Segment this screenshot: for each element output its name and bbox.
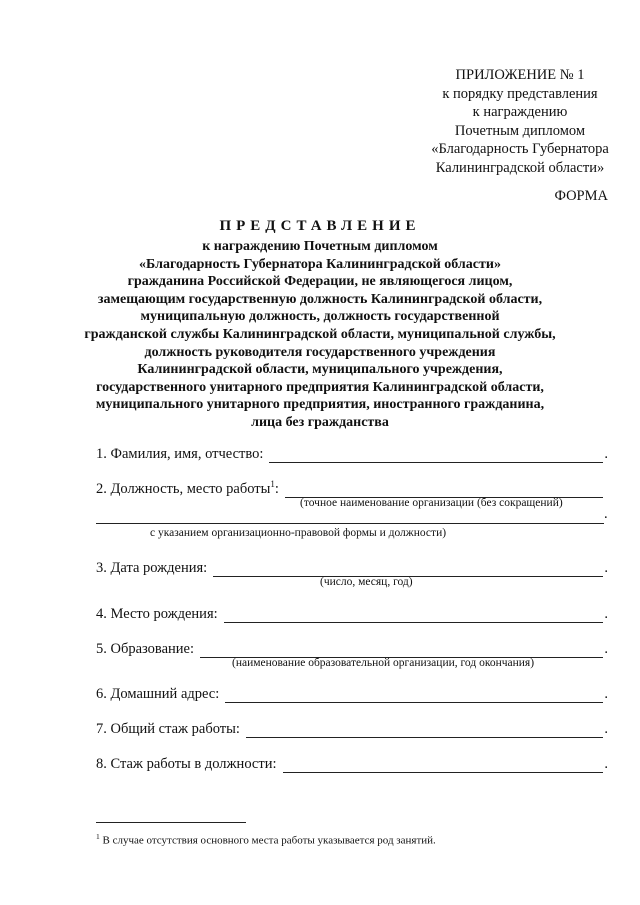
- field-position-experience: [96, 753, 608, 773]
- period: .: [604, 506, 608, 522]
- position-input-line[interactable]: [285, 483, 604, 498]
- footnote: [96, 832, 436, 847]
- field-position-label: [96, 479, 279, 498]
- full-name-input-line[interactable]: [269, 448, 603, 463]
- appendix-header: [420, 66, 620, 177]
- subtitle-line: Калининградской области, муниципального учреждения,: [137, 362, 503, 378]
- field-full-name: [96, 443, 608, 463]
- field-birth-date-label: 3. Дата рождения:: [96, 560, 208, 576]
- education-input-line[interactable]: [200, 643, 603, 658]
- period: .: [604, 686, 608, 702]
- field-education-label: 5. Образование:: [96, 641, 195, 657]
- period: .: [604, 721, 608, 737]
- appendix-line: к награждению: [472, 104, 568, 120]
- position-input-line-2[interactable]: [96, 509, 604, 524]
- footnote-ref: 1: [270, 479, 275, 490]
- appendix-line: ПРИЛОЖЕНИЕ № 1: [455, 67, 585, 83]
- period: .: [604, 606, 608, 622]
- document-title: ПРЕДСТАВЛЕНИЕ: [219, 218, 421, 234]
- field-position-experience-label: 8. Стаж работы в должности:: [96, 756, 277, 772]
- home-address-input-line[interactable]: [225, 688, 603, 703]
- field-total-experience: [96, 718, 608, 738]
- field-total-experience-label: 7. Общий стаж работы:: [96, 721, 240, 737]
- period: .: [604, 641, 608, 657]
- subtitle-line: государственного унитарного предприятия Калининградской области,: [96, 379, 544, 395]
- field-birth-place: [96, 603, 608, 623]
- subtitle-line: должность руководителя государственного учреждения: [144, 344, 496, 360]
- appendix-line: к порядку представления: [442, 85, 598, 102]
- appendix-line: Калининградской области»: [435, 159, 605, 176]
- subtitle-line: муниципальную должность, должность государственной: [140, 309, 500, 325]
- subtitle-line: лица без гражданства: [251, 414, 389, 430]
- field-position-text: 2. Должность, место работы: [96, 481, 271, 497]
- position-experience-input-line[interactable]: [283, 758, 604, 773]
- field-position-workplace: [96, 478, 608, 498]
- subtitle-line: гражданской службы Калининградской области, муниципальной службы,: [84, 326, 556, 342]
- period: .: [604, 560, 608, 576]
- field-full-name-label: 1. Фамилия, имя, отчество:: [96, 446, 264, 462]
- footnote-divider: [96, 822, 246, 823]
- position-hint-2: с указанием организационно-правовой формы и должности): [150, 527, 447, 539]
- form-label: ФОРМА: [554, 188, 608, 204]
- appendix-line: «Благодарность Губернатора: [431, 141, 609, 157]
- document-subtitle: [40, 238, 600, 432]
- education-hint: (наименование образовательной организации, год окончания): [232, 657, 535, 669]
- field-birth-date: [96, 557, 608, 577]
- subtitle-line: замещающим государственную должность Калининградской области,: [97, 291, 543, 307]
- field-position-colon: :: [274, 481, 279, 497]
- subtitle-line: к награждению Почетным дипломом: [202, 239, 438, 254]
- birth-place-input-line[interactable]: [224, 608, 604, 623]
- total-experience-input-line[interactable]: [246, 723, 603, 738]
- field-birth-place-label: 4. Место рождения:: [96, 606, 218, 622]
- footnote-mark: 1: [96, 832, 100, 841]
- field-education: [96, 638, 608, 658]
- position-hint-1: (точное наименование организации (без сокращений): [300, 497, 563, 509]
- footnote-text: В случае отсутствия основного места работы указывается род занятий.: [99, 834, 436, 847]
- birth-date-input-line[interactable]: [213, 562, 603, 577]
- appendix-line: Почетным дипломом: [454, 122, 586, 139]
- subtitle-line: гражданина Российской Федерации, не являющегося лицом,: [127, 274, 513, 290]
- field-home-address: [96, 683, 608, 703]
- period: .: [604, 756, 608, 772]
- subtitle-line: «Благодарность Губернатора Калининградской области»: [139, 256, 501, 272]
- field-home-address-label: 6. Домашний адрес:: [96, 686, 220, 702]
- period: .: [604, 446, 608, 462]
- birth-date-hint: (число, месяц, год): [320, 576, 413, 588]
- subtitle-line: муниципального унитарного предприятия, иностранного гражданина,: [95, 397, 545, 413]
